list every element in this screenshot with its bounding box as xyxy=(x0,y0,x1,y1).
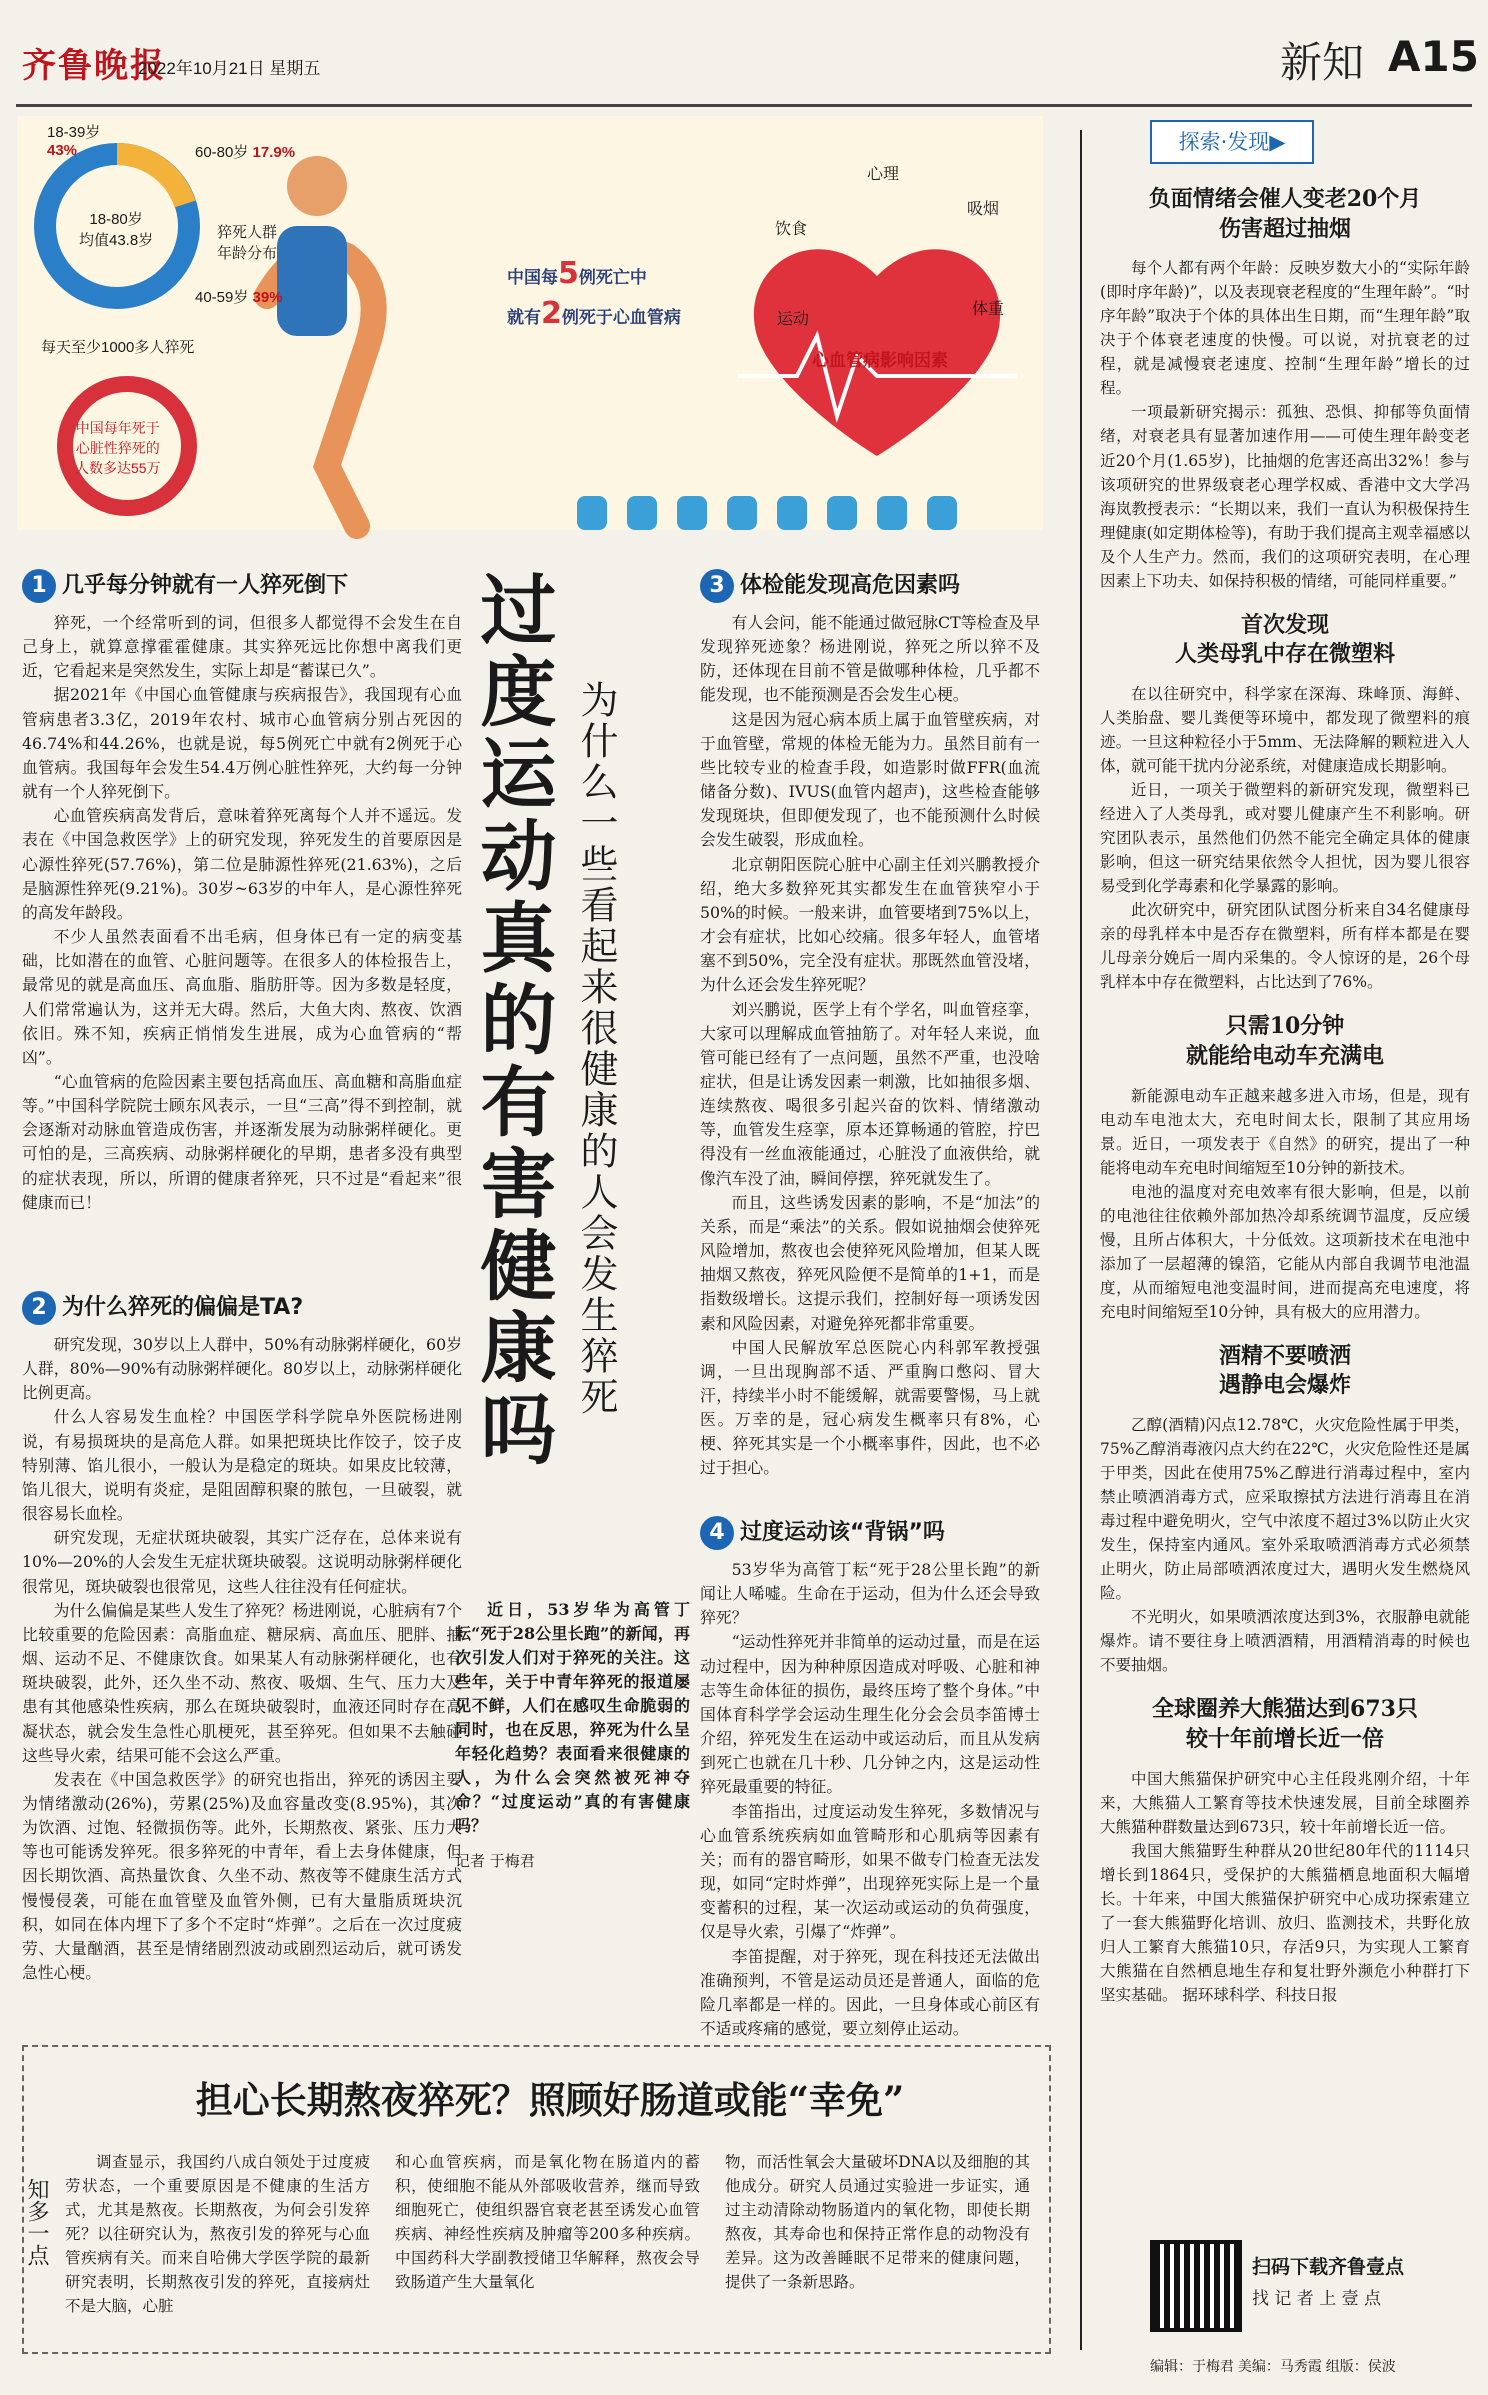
section-2-para: 研究发现，无症状斑块破裂，其实广泛存在，总体来说有10%—20%的人会发生无症状斑块破裂。这说明动脉粥样硬化很常见，斑块破裂也很常见，这些人往往没有任何症状。 xyxy=(22,1528,462,1596)
runner-head xyxy=(287,156,347,216)
article-3-title-line-2: 就能给电动车充满电 xyxy=(1185,1042,1384,1069)
lead-paragraph xyxy=(455,1598,690,1928)
legend-line-2: 年龄分布 xyxy=(217,245,278,262)
section-1 xyxy=(22,568,462,1298)
claim-1b: 例死亡中 xyxy=(578,268,647,288)
factor-exercise: 运动 xyxy=(777,309,810,328)
section-4-para: “运动性猝死并非简单的运动过量，而是在运动过程中，因为种种原因造成对呼吸、心脏和神志等生命体征的损伤，最终压垮了整个身体。”中国体育科学学会运动生理生化分会会员李笛博士介绍，猝死发生在运动中或运动后，而且从发病到死亡也就在几十秒、几分钟之内，这是运动性猝死最重要的特征。 xyxy=(700,1632,1040,1797)
credits: 编辑：于梅君 美编：马秀霞 组版：侯波 xyxy=(1150,2358,1396,2374)
ring-center-1: 18-80岁 xyxy=(89,211,143,228)
factor-weight: 体重 xyxy=(972,299,1005,318)
bottom-col-2 xyxy=(395,2150,700,2340)
ring-center-2: 均值43.8岁 xyxy=(79,232,154,249)
section-3-title: 体检能发现高危因素吗 xyxy=(740,573,961,598)
explore-tag-label: 探索·发现 xyxy=(1178,130,1270,154)
people-icons xyxy=(577,496,957,530)
bottom-col-2-text: 和心血管疾病，而是氧化物在肠道内的蓄积，使细胞不能从外部吸收营养，继而导致细胞死亡，使组织器官衰老甚至诱发心血管疾病、神经性疾病及肿瘤等200多种疾病。 中国药科大学副教授储卫华解释，熬夜会导致肠道产生大量氧化 xyxy=(395,2153,700,2292)
bottom-col-1-text: 调查显示，我国约八成白领处于过度疲劳状态，一个重要原因是不健康的生活方式，尤其是熬夜。长期熬夜，为何会引发猝死？以往研究认为，熬夜引发的猝死与心血管疾病有关。而来自哈佛大学医学院的最新研究表明，长期熬夜引发的猝死，直接病灶不是大脑，心脏 xyxy=(65,2153,370,2316)
article-3-title-line-1: 只需10分钟 xyxy=(1225,1013,1345,1040)
sub-headline: 为什么一些看起来很健康的人会发生猝死 xyxy=(574,680,618,1418)
section-2-number: 2 xyxy=(22,1291,56,1325)
claim-2a: 就有 xyxy=(507,308,541,328)
section-3-para: 北京朝阳医院心脏中心副主任刘兴鹏教授介绍，绝大多数猝死其实都发生在血管狭窄小于50%的时候。一般来讲，血管要堵到75%以上，才会有症状，比如心绞痛。很多年轻人，血管堵塞不到50%，完全没有症状。那既然血管没堵，为什么还会发生猝死呢？ xyxy=(700,854,1040,995)
section-3-para: 而且，这些诱发因素的影响，不是“加法”的关系，而是“乘法”的关系。假如说抽烟会使猝死风险增加，熬夜也会使猝死风险增加，但某人既抽烟又熬夜，猝死风险便不是简单的1+1，而是指数级增长。这提示我们，控制好每一项诱发因素和风险因素，对避免猝死都非常重要。 xyxy=(700,1192,1040,1333)
section-1-para: 据2021年《中国心血管健康与疾病报告》，我国现有心血管病患者3.3亿，2019年农村、城市心血管病分别占死因的46.74%和44.26%，也就是说，每5例死亡中就有2例死于心血管病。我国每年会发生54.4万例心脏性猝死，大约每一分钟就有一个人猝死倒下。 xyxy=(22,685,462,802)
section-4-para: 李笛提醒，对于猝死，现在科技还无法做出准确预判，不管是运动员还是普通人，面临的危险几率都是一样的。因此，一旦身体或心前区有不适或疼痛的感觉，要立刻停止运动。 xyxy=(700,1946,1040,2038)
lead-text: 近日，53岁华为高管丁耘“死于28公里长跑”的新闻，再次引发人们对于猝死的关注。这些年，关于中青年猝死的报道屡见不鲜，人们在感叹生命脆弱的同时，也在反思，猝死为什么呈年轻化趋势？表面看来很健康的人，为什么会突然被死神夺命？“过度运动”真的有害健康吗？ xyxy=(455,1600,690,1835)
claim-1n: 5 xyxy=(558,256,579,291)
article-2-para: 在以往研究中，科学家在深海、珠峰顶、海鲜、人类胎盘、婴儿粪便等环境中，都发现了微塑料的痕迹。一旦这种粒径小于5mm、无法降解的颗粒进入人体，就可能干扰内分泌系统，对健康造成长期影响。 xyxy=(1100,684,1470,776)
bottom-tag: 知多一点 xyxy=(24,2178,49,2266)
annual-line-1: 中国每年死于 xyxy=(75,420,160,436)
section-3-para: 有人会问，能不能通过做冠脉CT等检查及早发现猝死迹象？杨进刚说，猝死之所以猝不及防，还体现在目前不管是做哪种体检，几乎都不能发现，也不能预测是否会发生心梗。 xyxy=(700,613,1040,705)
factor-psychology: 心理 xyxy=(867,164,900,183)
newspaper-logo: 齐鲁晚报 xyxy=(22,46,166,86)
section-4-title: 过度运动该“背锅”吗 xyxy=(740,1520,945,1545)
section-4 xyxy=(700,1515,1040,2038)
section-1-number: 1 xyxy=(22,569,56,603)
annual-line-3: 人数多达55万 xyxy=(75,460,161,476)
article-2-title-line-1: 首次发现 xyxy=(1240,611,1329,638)
section-2 xyxy=(22,1290,462,1990)
annual-line-2: 心脏性猝死的 xyxy=(75,440,160,456)
right-articles xyxy=(1100,185,1470,2225)
right-column-divider xyxy=(1080,130,1082,2350)
article-4-title-line-1: 酒精不要喷洒 xyxy=(1218,1342,1351,1369)
section-2-para: 发表在《中国急救医学》的研究也指出，猝死的诱因主要为情绪激动(26%)，劳累(25%)及血容量改变(8.95%)，其次为饮酒、过饱、轻微损伤等。此外，长期熬夜、紧张、压力大等也可能诱发猝死。很多猝死的中青年，看上去身体健康，但因长期饮酒、高热量饮食、久坐不动、熬夜等不健康生活方式慢慢侵袭，可能在血管壁及血管外侧，已有大量脂质斑块沉积，如同在体内埋下了多个不定时“炸弹”。之后在一次过度疲劳、大量酗酒，甚至是情绪剧烈波动或剧烈运动后，就可诱发急性心梗。 xyxy=(22,1769,462,1983)
explore-tag xyxy=(1150,120,1314,164)
section-3-number: 3 xyxy=(700,569,734,603)
article-5-title xyxy=(1100,1695,1470,1754)
section-2-para: 为什么偏偏是某些人发生了猝死？杨进刚说，心脏病有7个比较重要的危险因素：高脂血症、糖尿病、高血压、肥胖、抽烟、运动不足、不健康饮食。如果某人有动脉粥样硬化，也有斑块破裂，此外，还久坐不动、熬夜、吸烟、生气、压力大及患有其他感染性疾病，那么在斑块破裂时，血液还同时存在高凝状态，就会发生急性心肌梗死，甚至猝死。但如果不去触碰这些导火索，结果可能不会这么严重。 xyxy=(22,1600,462,1765)
bottom-col-3-text: 物，而活性氧会大量破坏DNA以及细胞的其他成分。研究人员通过实验进一步证实，通过主动清除动物肠道内的氧化物，即使长期熬夜，其寿命也和保持正常作息的动物没有差异。这为改善睡眠不足带来的健康问题，提供了一条新思路。 xyxy=(725,2153,1030,2292)
age-pct-2: 17.9% xyxy=(252,144,296,161)
legend-line-1: 猝死人群 xyxy=(217,224,278,241)
section-1-para: 不少人虽然表面看不出毛病，但身体已有一定的病变基础，比如潜在的血管、心脏问题等。在很多人的体检报告上，最常见的就是高血压、高血脂、脂肪肝等。因为多数是轻度，人们常常遍认为，这并无大碍。然后，大鱼大肉、熬夜、饮酒依旧。殊不知，疾病正悄悄发生进展，成为心血管病的“帮凶”。 xyxy=(22,927,462,1067)
section-4-para: 李笛指出，过度运动发生猝死，多数情况与心血管系统疾病如血管畸形和心肌病等因素有关；而有的器官畸形，如果不做专门检查无法发现，如同“定时炸弹”，出现猝死实际上是一个量变蓄积的过程，某一次运动或运动的负荷强度，仅是导火索，引爆了“炸弹”。 xyxy=(700,1801,1040,1942)
claim-2n: 2 xyxy=(541,296,562,331)
section-name: 新知 xyxy=(1280,38,1365,87)
claim-1a: 中国每 xyxy=(507,268,558,288)
article-4-title-line-2: 遇静电会爆炸 xyxy=(1218,1372,1351,1399)
article-3-title xyxy=(1100,1012,1470,1071)
section-3-para: 中国人民解放军总医院心内科郭军教授强调，一旦出现胸部不适、严重胸口憋闷、冒大汗，持续半小时不能缓解，就需要警惕，马上就医。万幸的是，冠心病发生概率只有8%，心梗、猝死其实是一个小概率事件，因此，也不必过于担心。 xyxy=(700,1337,1040,1478)
factor-smoking: 吸烟 xyxy=(967,199,1000,218)
section-2-title: 为什么猝死的偏偏是TA? xyxy=(62,1295,304,1320)
qr-caption-1: 扫码下载齐鲁壹点 xyxy=(1252,2256,1405,2278)
article-1-para: 一项最新研究揭示：孤独、恐惧、抑郁等负面情绪，对衰老具有显著加速作用——可使生理年龄变老近20个月(1.65岁)，比抽烟的危害还高出32%！参与该项研究的世界级衰老心理学权威、香港中文大学冯海岚教授表示：“长期以来，我们一直认为积极保持生理健康(如定期体检等)，有助于我们提高主观幸福感以及个人生产力。然而，我们的这项研究表明，在心理因素上下功夫、如保持积极的情绪，可能同样重要。” xyxy=(1100,403,1470,590)
qr-caption-2: 找 记 者 上 壹 点 xyxy=(1252,2289,1382,2309)
arrow-right-icon: ▶ xyxy=(1269,130,1286,154)
claim-2b: 例死于心血管病 xyxy=(561,308,681,328)
issue-date: 2022年10月21日 星期五 xyxy=(138,59,321,78)
article-3-para: 电池的温度对充电效率有很大影响，但是，以前的电池往往依赖外部加热冷却系统调节温度，反应缓慢，且所占体积大，十分低效。这项新技术在电池中添加了一层超薄的镍箔，它能从内部自我调节电池温度，从而缩短电池变温时间，进而提高充电速度，将充电时间缩短至10分钟，具有极大的应用潜力。 xyxy=(1100,1182,1470,1321)
section-1-heading xyxy=(22,568,462,603)
section-2-para: 什么人容易发生血栓？中国医学科学院阜外医院杨进刚说，有易损斑块的是高危人群。如果把斑块比作饺子，饺子皮特别薄、馅儿很小，一般认为是稳定的斑块。如果皮比较薄，馅儿很大，说明有炎症，是阻固醇积聚的脓包，一旦破裂，就很容易长血栓。 xyxy=(22,1407,462,1524)
article-2-title-line-2: 人类母乳中存在微塑料 xyxy=(1174,641,1395,668)
lead-author: 记者 于梅君 xyxy=(455,1852,535,1870)
article-5-title-line-1: 全球圈养大熊猫达到673只 xyxy=(1152,1696,1418,1723)
section-3-para: 刘兴鹏说，医学上有个学名，叫血管痉挛，大家可以理解成血管抽筋了。对年轻人来说，血管可能已经有了一点问题，虽然不严重，也没啥症状，但是让诱发因素一刺激，比如抽很多烟、连续熬夜、喝很多引起兴奋的饮料、情绪激动等，血管发生痉挛，原本还算畅通的管腔，拧巴得没有一丝血液能通过，心脏没了血液供给，就像汽车没了油，瞬间停摆，猝死就发生了。 xyxy=(700,999,1040,1188)
article-1-title-line-1: 负面情绪会催人变老20个月 xyxy=(1148,186,1422,212)
article-1-title xyxy=(1100,185,1470,244)
runner-shirt xyxy=(277,226,347,336)
article-2-title xyxy=(1100,611,1470,670)
section-3 xyxy=(700,568,1040,1508)
article-2-para: 近日，一项关于微塑料的新研究发现，微塑料已经进入了人类母乳，或对婴儿健康产生不利影响。研究团队表示，虽然他们仍然不能完全确定具体的健康影响，但这一研究结果依然令人担忧，因为婴儿很容易受到化学毒素和化学暴露的影响。 xyxy=(1100,781,1470,896)
article-1-title-line-2: 伤害超过抽烟 xyxy=(1218,215,1351,242)
bottom-col-1 xyxy=(65,2150,370,2340)
age-pct-1: 43% xyxy=(47,142,78,159)
section-3-para: 这是因为冠心病本质上属于血管壁疾病，对于血管壁，常规的体检无能为力。虽然目前有一些比较专业的检查手段，如造影时做FFR(血流储备分数)、IVUS(血管内超声)，这些检查能够发现斑块，但即便发现了，也不能预测什么时候会发生破裂，形成血栓。 xyxy=(700,709,1040,850)
section-1-title: 几乎每分钟就有一人猝死倒下 xyxy=(62,573,349,598)
factor-diet: 饮食 xyxy=(775,219,808,238)
header-rule xyxy=(16,104,1472,107)
age-ring-segment xyxy=(117,154,185,204)
article-2-para: 此次研究中，研究团队试图分析来自34名健康母亲的母乳样本中是否存在微塑料，所有样本都是在婴儿母亲分娩后一周内采集的。令人惊讶的是，26个母乳样本中存在微塑料，占比达到了76%。 xyxy=(1100,901,1470,992)
section-1-para: 心血管疾病高发背后，意味着猝死离每个人并不遥远。发表在《中国急救医学》上的研究发现，猝死发生的首要原因是心源性猝死(57.76%)，第二位是肺源性猝死(21.63%)，之后是脑源性猝死(9.21%)。30岁~63岁的中年人，是心源性猝死的高发年龄段。 xyxy=(22,806,462,922)
infographic xyxy=(17,116,1043,530)
article-4-para: 乙醇(酒精)闪点12.78℃，火灾危险性属于甲类，75%乙醇消毒液闪点大约在22℃，火灾危险性还是属于甲类，因此在使用75%乙醇进行消毒过程中，室内禁止喷洒消毒方式，应采取擦拭方法进行消毒且在消毒过程中避免明火，空气中浓度不超过3%以防止火灾发生，保持室内通风。室外采取喷洒消毒方式必须禁止明火，防止局部喷洒浓度过大，遇明火发生燃烧风险。 xyxy=(1100,1416,1470,1603)
article-5-title-line-2: 较十年前增长近一倍 xyxy=(1185,1725,1384,1752)
bottom-col-3 xyxy=(725,2150,1030,2340)
article-5-para: 中国大熊猫保护研究中心主任段兆刚介绍，十年来，大熊猫人工繁育等技术快速发展，目前全球圈养大熊猫种群数量达到673只，较十年前增长近一倍。 xyxy=(1100,1769,1470,1836)
section-1-para: 猝死，一个经常听到的词，但很多人都觉得不会发生在自己身上，就算意撑霍霍健康。其实猝死远比你想中离我们更近，它看起来是突然发生，实际上却是“蓄谋已久”。 xyxy=(22,613,462,681)
section-3-heading xyxy=(700,568,1040,603)
age-label-1: 18-39岁 xyxy=(47,124,101,141)
section-2-heading xyxy=(22,1290,462,1325)
daily-deaths: 每天至少1000多人猝死 xyxy=(41,339,195,356)
age-pct-3: 39% xyxy=(252,289,283,306)
article-4-para: 不光明火，如果喷洒浓度达到3%，衣服静电就能爆炸。请不要往身上喷洒酒精，用酒精消毒的时候也不要抽烟。 xyxy=(1100,1608,1470,1675)
article-4-title xyxy=(1100,1342,1470,1401)
age-label-3: 40-59岁 xyxy=(195,289,249,306)
section-4-number: 4 xyxy=(700,1516,734,1550)
qr-code[interactable] xyxy=(1150,2240,1242,2332)
article-5-para: 我国大熊猫野生种群从20世纪80年代的1114只增长到1864只，受保护的大熊猫栖息地面积大幅增长。十年来，中国大熊猫保护研究中心成功探索建立了一套大熊猫野化培训、放归、监测技术，共野化放归人工繁育大熊猫10只，存活9只，为实现人工繁育大熊猫在自然栖息地生存和复壮野外濒危小种群打下坚实基础。 据环球科学、科技日报 xyxy=(1100,1841,1470,2004)
section-4-heading xyxy=(700,1515,1040,1550)
page-number: A15 xyxy=(1388,32,1479,81)
section-4-para: 53岁华为高管丁耘“死于28公里长跑”的新闻让人唏嘘。生命在于运动，但为什么还会导致猝死？ xyxy=(700,1560,1040,1628)
article-3-para: 新能源电动车正越来越多进入市场，但是，现有电动车电池太大，充电时间太长，限制了其应用场景。近日，一项发表于《自然》的研究，提出了一种能将电动车充电时间缩短至10分钟的新技术。 xyxy=(1100,1086,1470,1177)
factors-title: 心血管病影响因素 xyxy=(812,351,948,371)
article-1-para: 每个人都有两个年龄：反映岁数大小的“实际年龄(即时序年龄)”，以及表现衰老程度的“生理年龄”。“时序年龄”取决于个体的具体出生日期，而“生理年龄”取决于个体衰老速度的快慢。可以说，对抗衰老的过程，就是减慢衰老速度、控制“生理年龄”增长的过程。 xyxy=(1100,259,1470,398)
age-label-2: 60-80岁 xyxy=(195,144,249,161)
bottom-title: 担心长期熬夜猝死？照顾好肠道或能“幸免” xyxy=(195,2078,905,2122)
main-headline: 过度运动真的有害健康吗 xyxy=(468,570,557,1472)
section-1-para: “心血管病的危险因素主要包括高血压、高血糖和高脂血症等。”中国科学院院士顾东风表示，一旦“三高”得不到控制，就会逐渐对动脉血管造成伤害，并逐渐发展为动脉粥样硬化。更可怕的是，三高疾病、动脉粥样硬化的早期，患者多没有典型的症状表现，所以，所谓的健康者猝死，只不过是“看起来”很健康而已！ xyxy=(22,1071,462,1212)
section-2-para: 研究发现，30岁以上人群中，50%有动脉粥样硬化，60岁人群，80%—90%有动脉粥样硬化。80岁以上，动脉粥样硬化比例更高。 xyxy=(22,1335,462,1403)
